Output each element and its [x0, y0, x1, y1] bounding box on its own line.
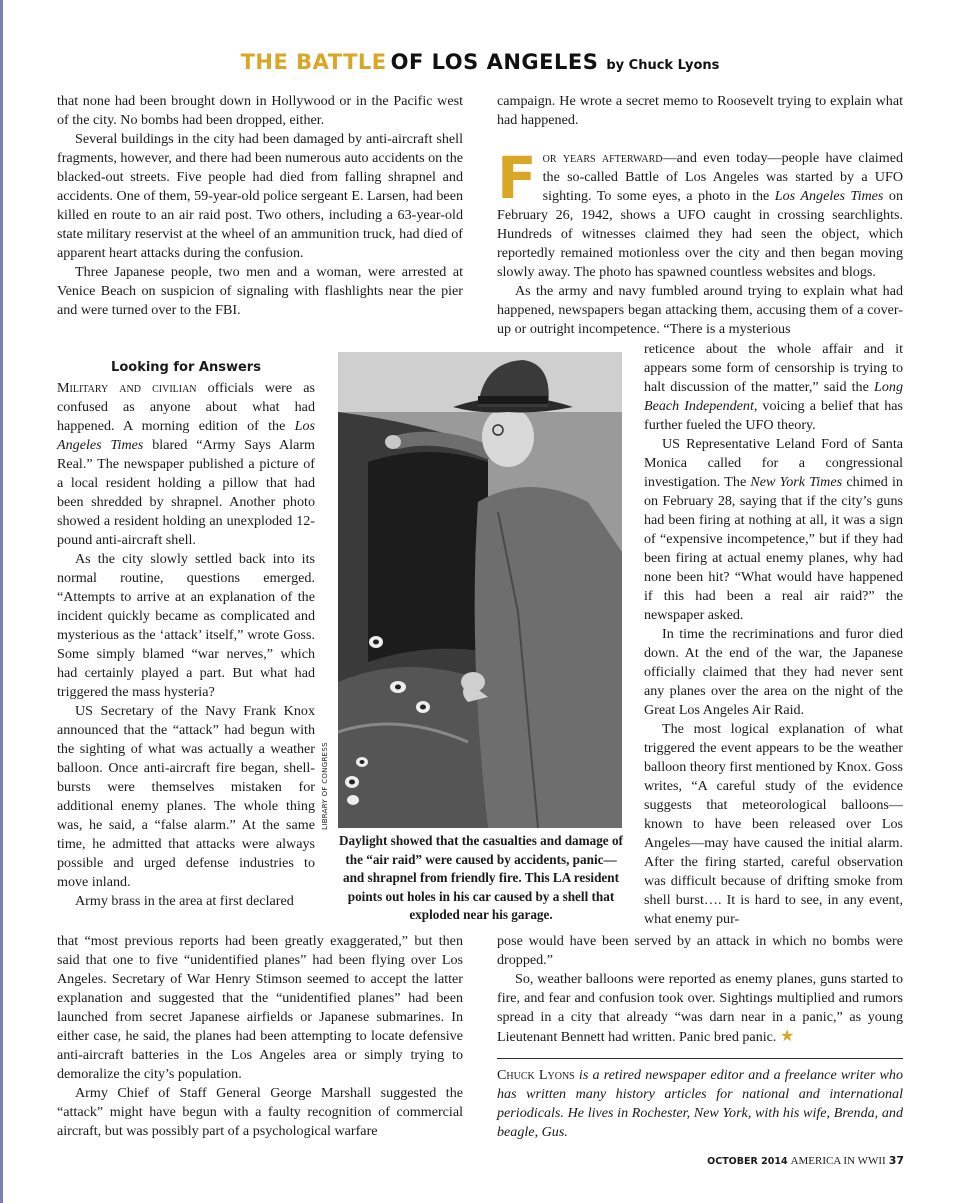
publication-name: Long Beach Independent [644, 379, 903, 414]
text-run: reticence about the whole affair and it appears some form of censorship is trying to halt discussion of the matter,” said the [644, 341, 903, 395]
page-footer [707, 1154, 904, 1167]
paragraph: Several buildings in the city had been damaged by anti-aircraft shell fragments, however, and there had been numerous auto accidents on the blacked-out streets. Five people had died from falling shrapnel and accidents. One of them, 59-year-old police sergeant E. Larsen, had been killed en route to an air raid post. Two others, including a 63-year-old state military reservist at the wheel of an ammunition truck, had died of apparent heart attacks during the confusion. [57, 131, 463, 261]
photo-illustration [338, 352, 622, 828]
photo-caption: Daylight showed that the casualties and damage of the “air raid” were caused by accidents, panic—and shrapnel from friendly fire. This LA resident points out holes in his car caused by a shell that exploded near his garage. [339, 833, 623, 922]
text-run: on February 26, 1942, shows a UFO caught in crossing searchlights. Hundreds of witnesses claimed they had seen the object, which reportedly remained motionless over the city and then began moving slowly away. The photo has spawned countless websites and blogs. [497, 188, 904, 280]
paragraph [497, 144, 904, 282]
paragraph: campaign. He wrote a secret memo to Roosevelt trying to explain what had happened. [497, 93, 903, 128]
paragraph: As the city slowly settled back into its normal routine, questions emerged. “Attempts to arrive at an explanation of the incident quickly became as complicated and mysterious as the ‘attack’ itself,” wrote Goss. Some simply blamed “war nerves,” which had certainly played a part. But what had triggered the mass hysteria? [57, 551, 315, 700]
paragraph: The most logical explanation of what triggered the event appears to be the weather balloon theory first mentioned by Knox. Goss writes, “A careful study of the evidence suggests that meteorological balloons—known to have been released over Los Angeles—may have caused the initial alarm. After the firing started, careful observation was difficult because of drifting smoke from shell burst…. It is hard to see, in any event, what enemy pur- [644, 721, 903, 927]
paragraph: As the army and navy fumbled around trying to explain what had happened, newspapers began attacking them, accusing them of a cover-up or outright incompetence. “There is a mysterious [497, 283, 903, 337]
text-run: US Representative Leland Ford of Santa Monica called for a congressional investigation. The [644, 436, 903, 490]
paragraph [57, 379, 315, 550]
star-icon: ★ [779, 1028, 795, 1045]
text-run: —and even today—people have claimed the so-called Battle of Los Angeles was started by a UFO sighting. To some eyes, a photo in the [542, 150, 903, 204]
text-run: officials were as confused as anyone about what had happened. A morning edition of the [57, 380, 315, 434]
right-column-bottom [497, 932, 903, 1047]
footer-date: OCTOBER 2014 [707, 1156, 788, 1167]
text-run: chimed in on February 28, saying that if the city’s guns had been firing at nothing at all, it was a sign of “expensive incompetence,” but if they had been firing at actual enemy planes, why had none been hit? “What would have happened if this had been a real air raid?” the newspaper asked. [644, 474, 903, 623]
small-caps-lead: Military and civilian [57, 380, 197, 396]
page-number: 37 [888, 1154, 904, 1167]
paragraph: Army Chief of Staff General George Marshall suggested the “attack” might have begun with a faulty recognition of commercial aircraft, but was possibly part of a psychological warfare [57, 1085, 463, 1139]
paragraph: that “most previous reports had been greatly exaggerated,” but then said that one to five “unidentified planes” had been flying over Los Angeles. Secretary of War Henry Stimson seemed to accept the latter explanation and suggested that the “unidentified planes” had been launched from secret Japanese airfields or Japanese submarines. In either case, he said, the planes had been attempting to locate defensive anti-aircraft batteries in the Los Angeles area or simply trying to demoralize the city’s population. [57, 933, 463, 1082]
publication-name: Los Angeles Times [774, 188, 884, 204]
photo-credit-text: LIBRARY OF CONGRESS [321, 742, 329, 830]
author-name: Chuck Lyons [497, 1067, 575, 1083]
paragraph: US Secretary of the Navy Frank Knox announced that the “attack” had begun with the sighting of what was actually a weather balloon. Once anti-aircraft fire began, shell-bursts were themselves mistaken for additional enemy planes. The whole thing was, he said, a “false alarm.” At the same time, he admitted that attacks were always possible and urged defense industries to move inland. [57, 703, 315, 890]
title-rest: OF LOS ANGELES [390, 50, 599, 74]
paragraph: Army brass in the area at first declared [75, 893, 294, 909]
bio-text: is a retired newspaper editor and a freelance writer who has written many history articles for national and international periodicals. He lives in Rochester, New York, with his wife, Brenda, and beagle, Gus. [497, 1067, 903, 1140]
paragraph: Three Japanese people, two men and a woman, were arrested at Venice Beach on suspicion of signaling with flashlights near the pier and were turned over to the FBI. [57, 264, 463, 318]
left-column-bottom [57, 932, 463, 1141]
publication-name: New York Times [750, 474, 843, 490]
subheading: Looking for Answers [111, 360, 261, 375]
paragraph [497, 970, 903, 1047]
author-bio [497, 1066, 903, 1142]
page-edge-bar [0, 0, 3, 1203]
small-caps-lead: or years afterward [542, 150, 663, 166]
photo-credit [318, 744, 332, 828]
left-column-top [57, 92, 463, 320]
bio-divider [497, 1058, 903, 1059]
publication-name: Los Angeles Times [57, 418, 315, 453]
footer-publication: AMERICA IN WWII [790, 1155, 886, 1167]
article-photo [338, 352, 622, 828]
paragraph: pose would have been served by an attack in which no bombs were dropped.” [497, 933, 903, 968]
left-column-narrow [57, 359, 315, 911]
paragraph [644, 340, 903, 435]
right-column-top [497, 92, 903, 339]
text-run: So, weather balloons were reported as enemy planes, guns started to fire, and fear and confusion took over. Sightings multiplied and rumors spread in a city that already “was darn near in a panic,” as young Lieutenant Bennett had written. Panic bred panic. [497, 971, 903, 1045]
paragraph: In time the recriminations and furor died down. At the end of the war, the Japanese officially claimed that they had never sent any planes over the area on the night of the Great Los Angeles Air Raid. [644, 626, 903, 718]
paragraph: that none had been brought down in Hollywood or in the Pacific west of the city. No bombs had been dropped, either. [57, 93, 463, 128]
title-highlight: THE BATTLE [240, 50, 387, 74]
right-column-narrow [644, 340, 903, 929]
drop-cap: F [497, 144, 537, 212]
text-run: blared “Army Says Alarm Real.” The newspaper published a picture of a local resident holding a pillow that had been shredded by shrapnel. Another photo showed a resident holding an unexploded 12-pound anti-aircraft shell. [57, 437, 315, 548]
text-run: , voicing a belief that has further fueled the UFO theory. [644, 398, 903, 433]
article-header [0, 50, 960, 74]
paragraph [644, 435, 903, 625]
byline: by Chuck Lyons [606, 58, 720, 73]
